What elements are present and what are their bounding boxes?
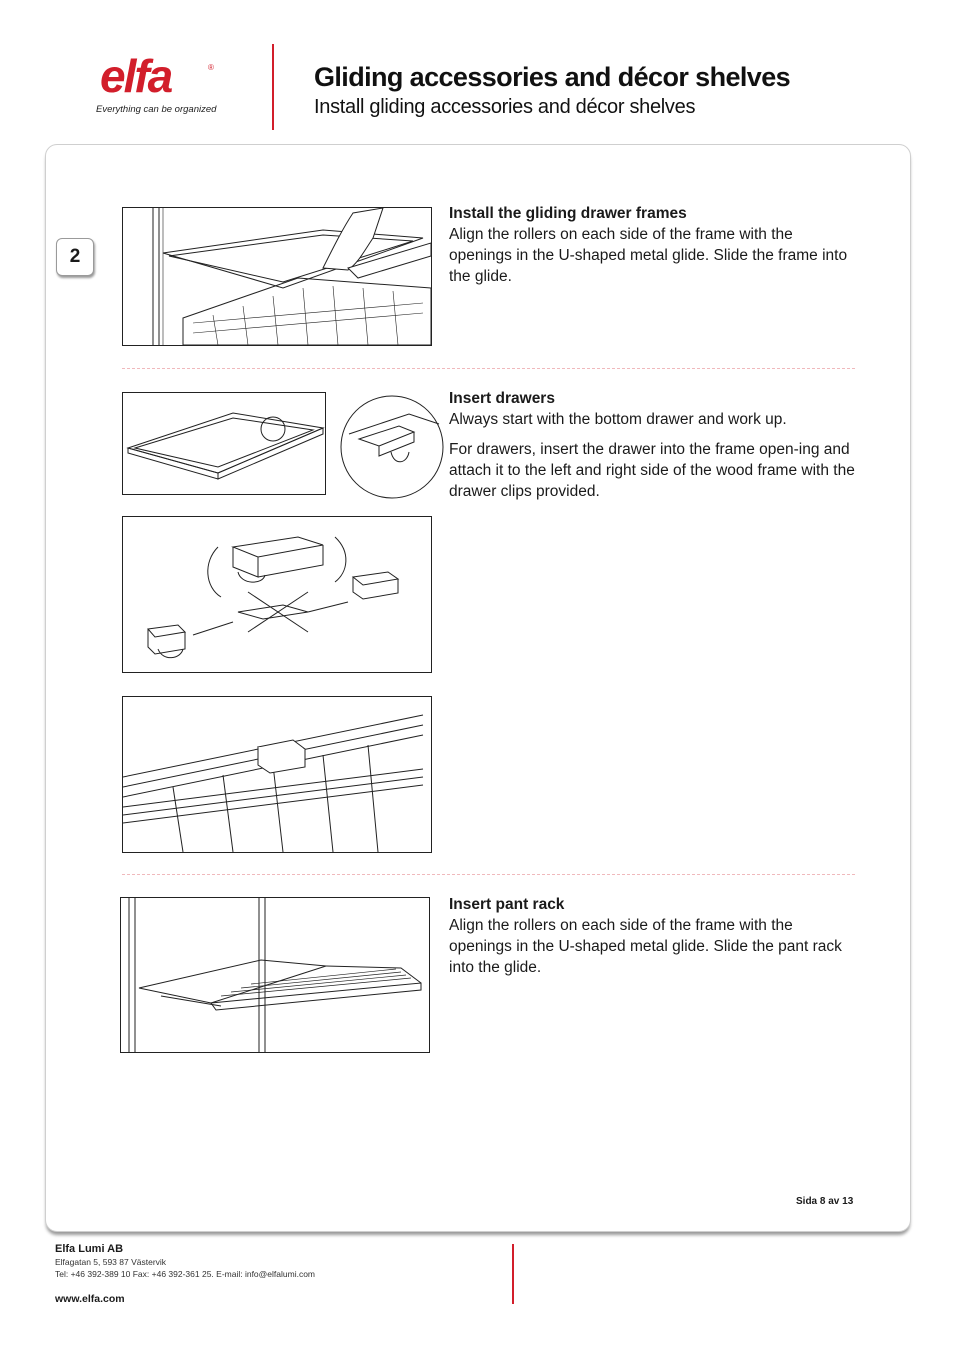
footer-address: Elfagatan 5, 593 87 Västervik [55,1257,167,1267]
figure-drawer [122,392,326,495]
svg-text:®: ® [208,63,214,72]
logo-tagline: Everything can be organized [96,104,217,115]
section-insert-pant-rack [449,894,859,978]
svg-text:elfa: elfa [100,52,172,102]
section-heading: Install the gliding drawer frames [449,205,687,222]
section-install-frames [449,203,859,287]
section-paragraph: Always start with the bottom drawer and work up. [449,411,787,428]
step-number-badge: 2 [56,238,94,276]
section-paragraph: Align the rollers on each side of the frame with the openings in the U-shaped metal glide. Slide the frame into the glide. [449,226,848,285]
section-paragraph: For drawers, insert the drawer into the frame open-ing and attach it to the left and right side of the wood frame with the drawer clips provided. [449,441,855,500]
section-heading: Insert pant rack [449,896,565,913]
page-title: Gliding accessories and décor shelves [314,62,791,92]
section-divider [122,874,855,875]
header-divider-rule [272,44,274,130]
page-subtitle: Install gliding accessories and décor shelves [314,96,696,118]
page-number: Sida 8 av 13 [796,1196,854,1207]
section-divider [122,368,855,369]
figure-clip-rotation [122,516,432,673]
elfa-logo [98,52,223,102]
footer-contact: Tel: +46 392-389 10 Fax: +46 392-361 25. E-mail: info@elfalumi.com [55,1269,315,1279]
figure-clip-on-basket [122,696,432,853]
footer-website-link[interactable]: www.elfa.com [55,1293,125,1305]
section-paragraph: Align the rollers on each side of the frame with the openings in the U-shaped metal glide. Slide the pant rack into the glide. [449,917,842,976]
figure-drawer-frame-install [122,207,432,346]
section-heading: Insert drawers [449,390,555,407]
footer-company: Elfa Lumi AB [55,1243,124,1255]
figure-clip-zoom [339,394,445,500]
section-insert-drawers [449,388,859,502]
footer-divider-rule [512,1244,514,1304]
figure-pant-rack [120,897,430,1053]
